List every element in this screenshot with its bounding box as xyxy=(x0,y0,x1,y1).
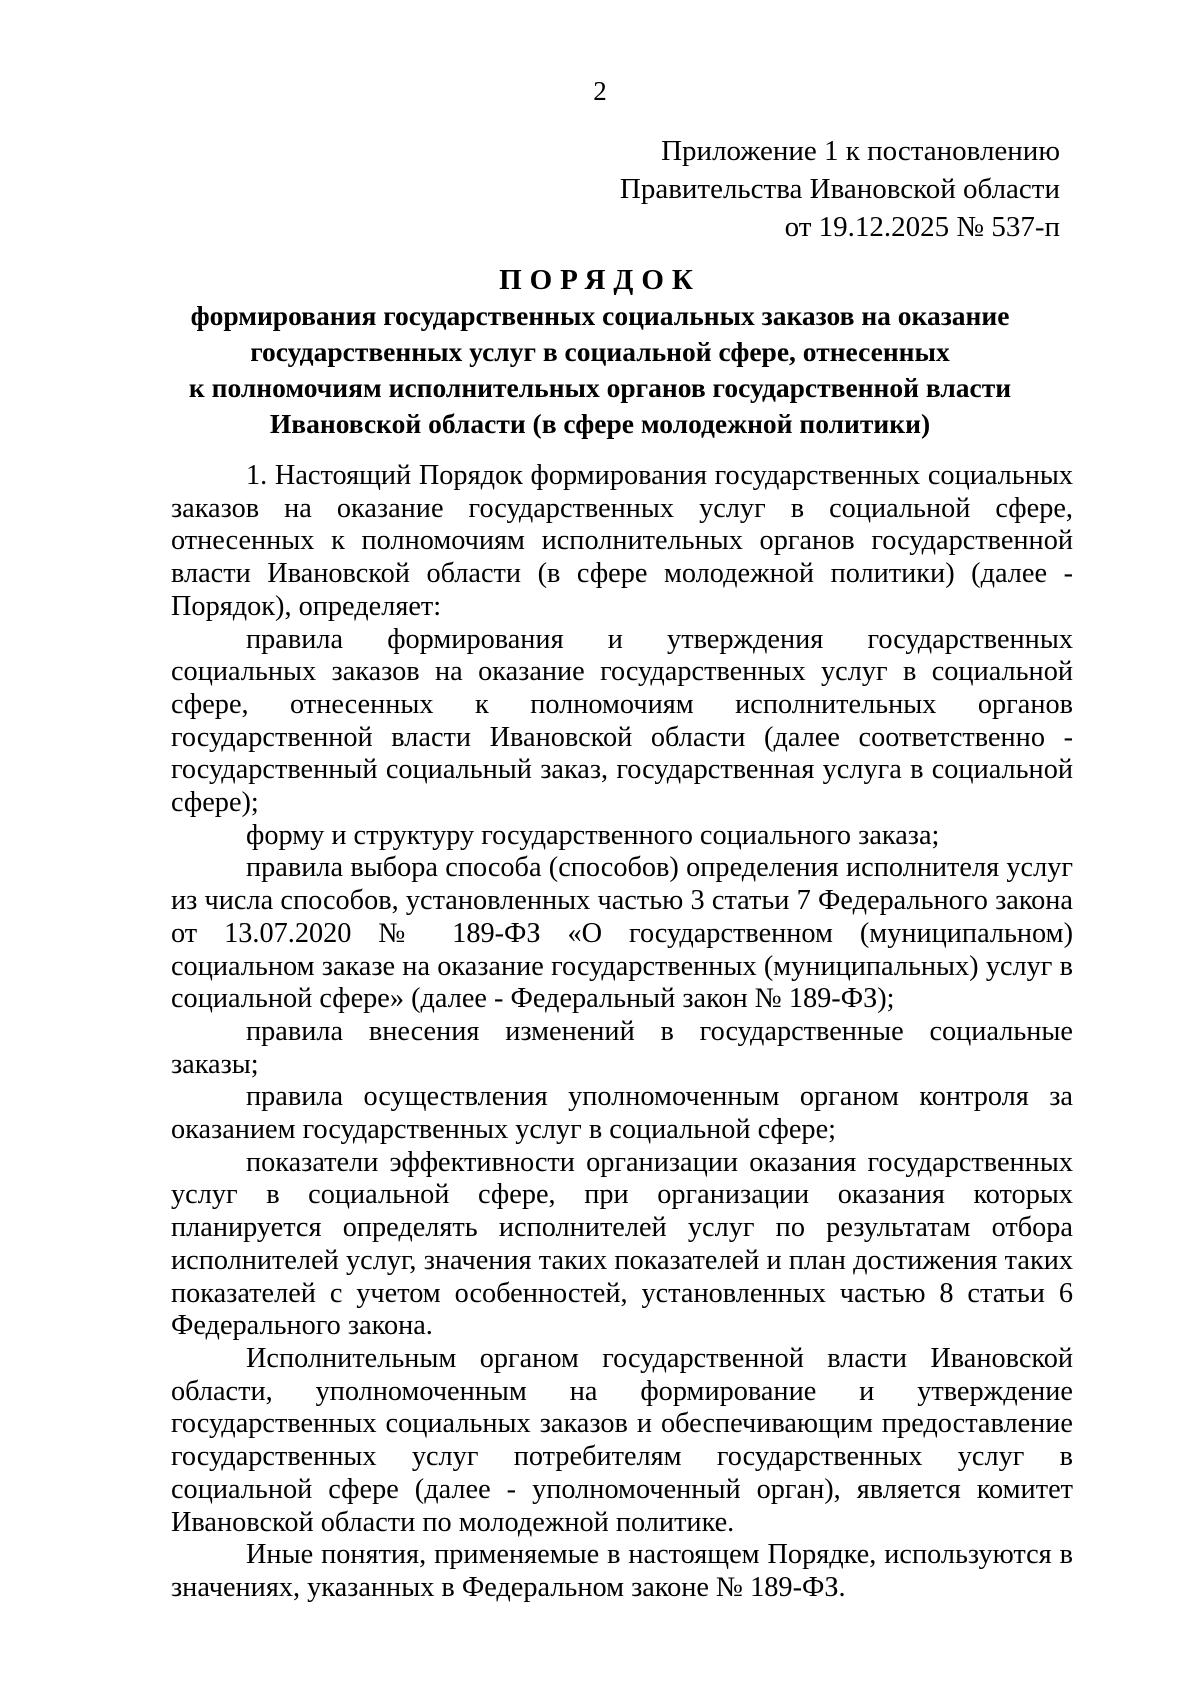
subtitle-line: формирования государственных социальных заказов на оказание xyxy=(190,300,1010,331)
body-paragraph: правила выбора способа (способов) определения исполнителя услуг из числа способов, установленных частью 3 статьи 7 Федерального закона от 13.07.2020 № 189-ФЗ «О государственном (муниципальном) социальном заказе на оказание государственных (муниципальных) услуг в социальной сфере» (далее - Федеральный закон № 189-ФЗ); xyxy=(171,852,1073,1015)
body-paragraph: правила осуществления уполномоченным органом контроля за оказанием государственных услуг в социальной сфере; xyxy=(171,1081,1073,1146)
subtitle-line: государственных услуг в социальной сфере, отнесенных xyxy=(250,336,950,367)
appendix-line: от 19.12.2025 № 537-п xyxy=(784,211,1060,243)
subtitle-line: к полномочиям исполнительных органов государственной власти xyxy=(188,372,1012,403)
appendix-header xyxy=(620,132,1060,246)
subtitle-line: Ивановской области (в сфере молодежной политики) xyxy=(269,408,931,439)
body-paragraph: форму и структуру государственного социального заказа; xyxy=(246,819,940,851)
document-subtitle xyxy=(0,298,1200,442)
document-body xyxy=(171,460,1073,1605)
body-paragraph: Исполнительным органом государственной власти Ивановской области, уполномоченным на формирование и утверждение государственных социальных заказов и обеспечивающим предоставление государственных услуг потребителям государственных услуг в социальной сфере (далее - уполномоченный орган), является комитет Ивановской области по молодежной политике. xyxy=(171,1342,1073,1538)
body-paragraph: правила внесения изменений в государственные социальные заказы; xyxy=(171,1015,1073,1080)
page-number: 2 xyxy=(593,76,607,106)
body-paragraph: 1. Настоящий Порядок формирования государственных социальных заказов на оказание государственных услуг в социальной сфере, отнесенных к полномочиям исполнительных органов государственной власти Ивановской области (в сфере молодежной политики) (далее - Порядок), определяет: xyxy=(171,460,1073,622)
body-paragraph: Иные понятия, применяемые в настоящем Порядке, используются в значениях, указанных в Федеральном законе № 189-ФЗ. xyxy=(171,1539,1073,1603)
document-title: ПОРЯДОК xyxy=(499,264,701,296)
appendix-line: Приложение 1 к постановлению xyxy=(661,135,1060,167)
body-paragraph: показатели эффективности организации оказания государственных услуг в социальной сфере, при организации оказания которых планируется определять исполнителей услуг по результатам отбора исполнителей услуг, значения таких показателей и план достижения таких показателей с учетом особенностей, установленных частью 8 статьи 6 Федерального закона. xyxy=(171,1146,1073,1342)
body-paragraph: правила формирования и утверждения государственных социальных заказов на оказание государственных услуг в социальной сфере, отнесенных к полномочиям исполнительных органов государственной власти Ивановской области (далее соответственно - государственный социальный заказ, государственная услуга в социальной сфере); xyxy=(171,623,1073,819)
appendix-line: Правительства Ивановской области xyxy=(619,173,1060,205)
